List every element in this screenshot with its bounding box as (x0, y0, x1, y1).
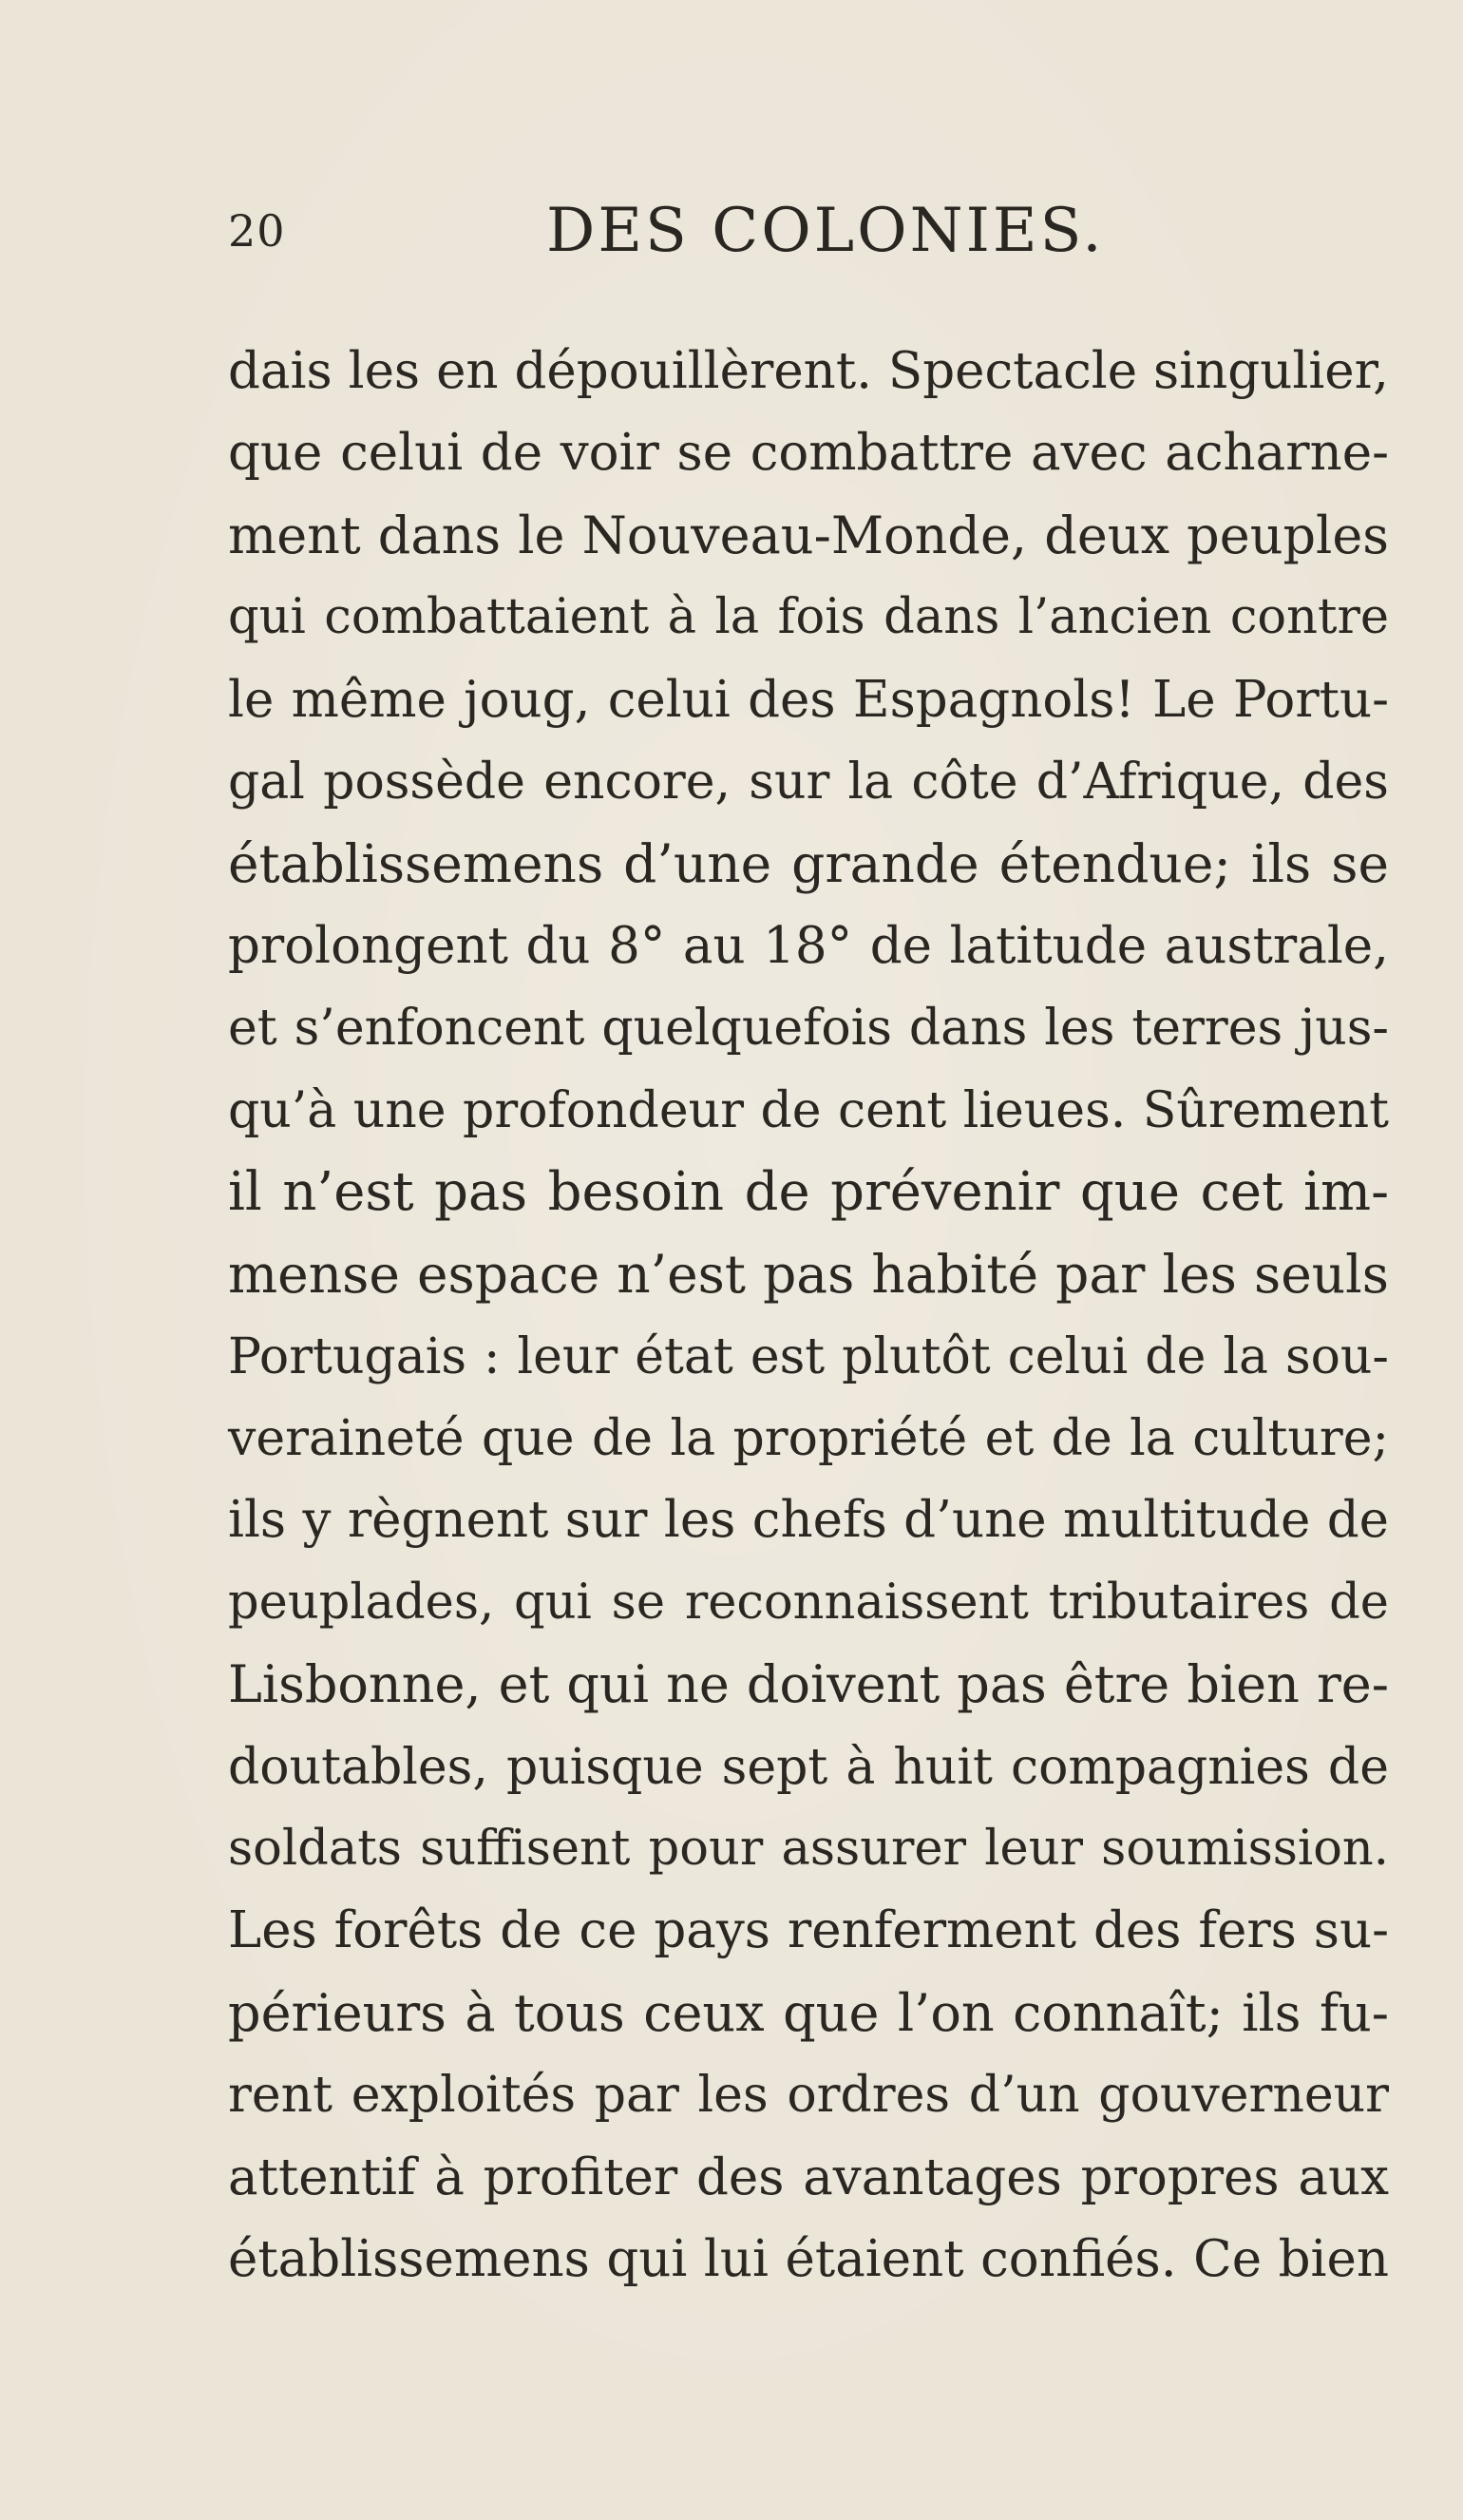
text-line: mense espace n’est pas habité par les seuls (228, 1244, 1389, 1306)
text-line: et s’enfoncent quelquefois dans les terres jus- (228, 1000, 1389, 1058)
text-line: prolongent du 8° au 18° de latitude australe, (228, 916, 1389, 975)
text-line: qu’à une profondeur de cent lieues. Sûrement (228, 1081, 1389, 1139)
text-line: le même joug, celui des Espagnols! Le Portu- (228, 670, 1389, 729)
running-title: DES COLONIES. (546, 196, 1105, 266)
text-line: il n’est pas besoin de prévenir que cet im- (228, 1160, 1389, 1223)
text-line: établissemens qui lui étaient confiés. Ce bien (228, 2229, 1389, 2288)
text-line: qui combattaient à la fois dans l’ancien contre (228, 589, 1389, 646)
text-line: gal possède encore, sur la côte d’Afrique, des (228, 753, 1389, 811)
text-line: périeurs à tous ceux que l’on connaît; ils fu- (228, 1982, 1389, 2043)
running-head (228, 192, 1226, 268)
text-line: ment dans le Nouveau-Monde, deux peuples (228, 505, 1389, 565)
text-line: peuplades, qui se reconnaissent tributaires de (228, 1574, 1389, 1631)
text-line: ils y règnent sur les chefs d’une multitude de (228, 1491, 1389, 1550)
body-text (228, 331, 1389, 2300)
text-line: doutables, puisque sept à huit compagnies de (228, 1738, 1389, 1796)
text-line: veraineté que de la propriété et de la culture; (228, 1410, 1389, 1468)
text-line: Portugais : leur état est plutôt celui de la sou- (228, 1327, 1389, 1385)
text-line: Les forêts de ce pays renferment des fers su- (228, 1901, 1389, 1960)
page-number: 20 (228, 205, 286, 257)
text-line: soldats suffisent pour assurer leur soumission. (228, 1821, 1389, 1878)
text-line: dais les en dépouillèrent. Spectacle singulier, (228, 342, 1389, 400)
text-line: rent exploités par les ordres d’un gouverneur (228, 2067, 1389, 2125)
text-line: établissemens d’une grande étendue; ils se (228, 833, 1389, 895)
text-line: Lisbonne, et qui ne doivent pas être bien re- (228, 1654, 1389, 1715)
text-line: attentif à profiter des avantages propres aux (228, 2148, 1389, 2206)
text-line: que celui de voir se combattre avec acharne- (228, 424, 1389, 483)
